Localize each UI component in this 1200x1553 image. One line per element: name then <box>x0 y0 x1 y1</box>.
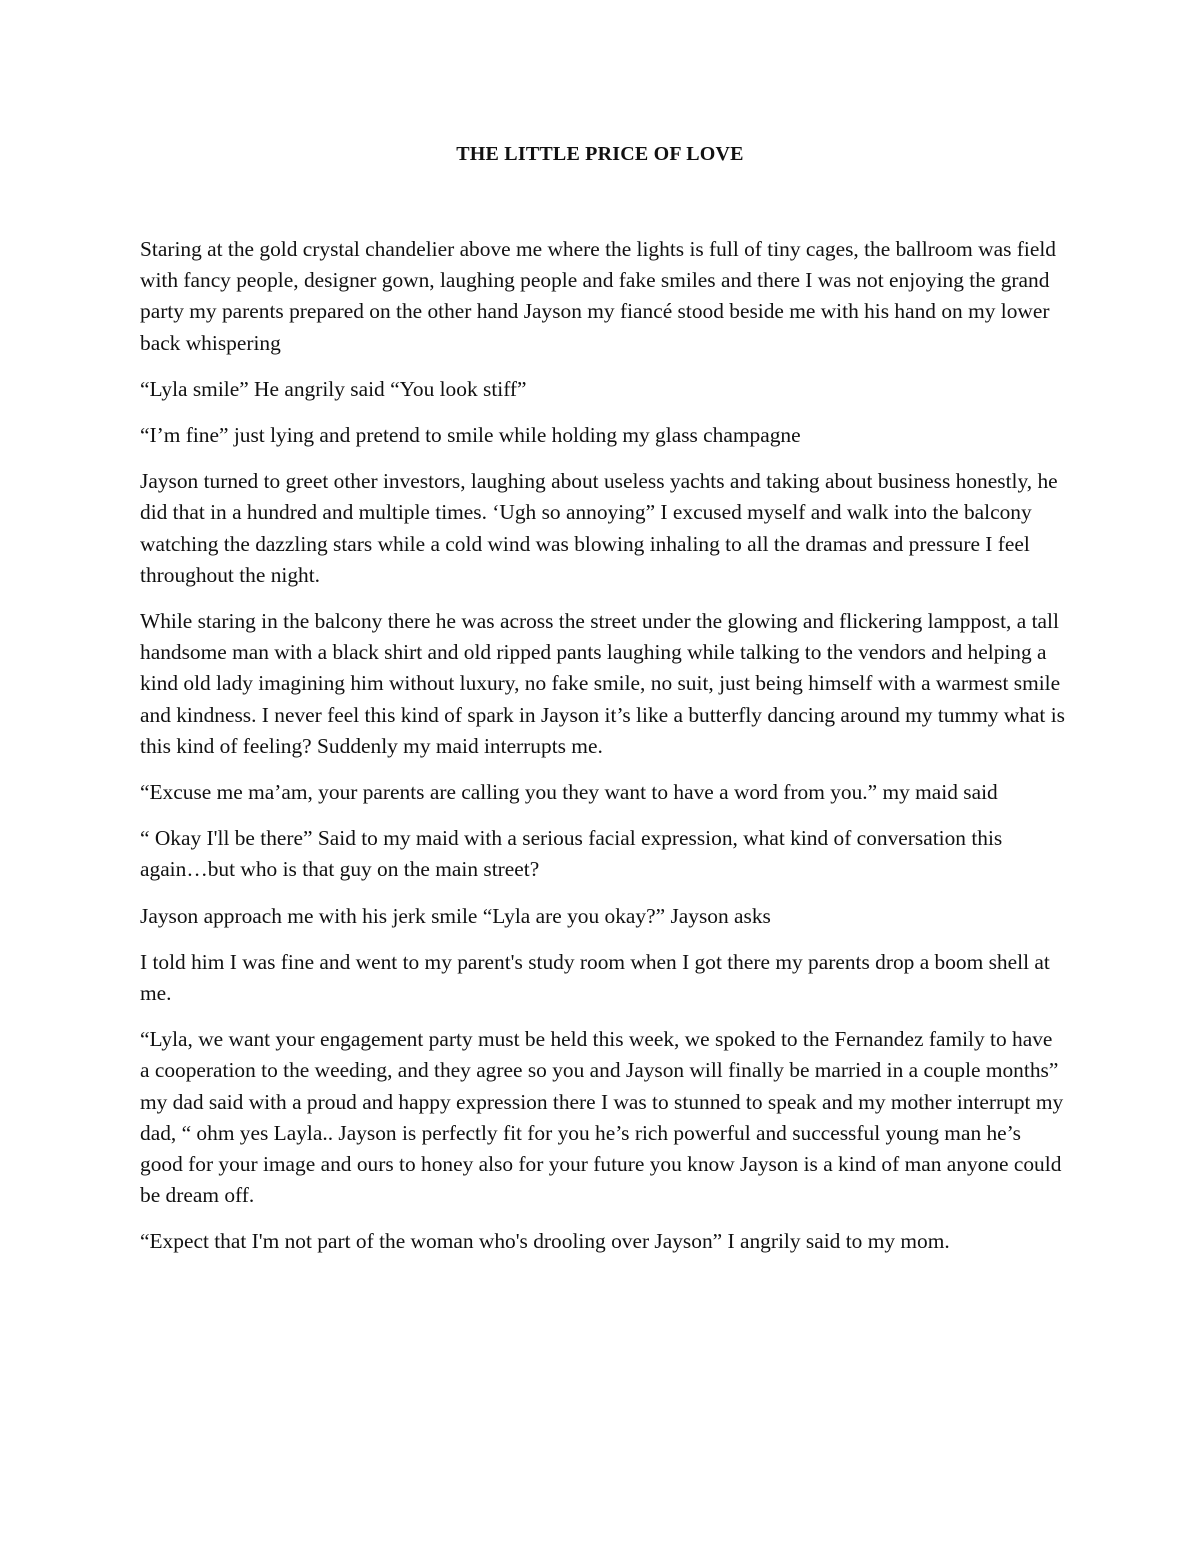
paragraph-7: “ Okay I'll be there” Said to my maid with a serious facial expression, what kind of conversation this again…but who is that guy on the main street? <box>140 826 1003 882</box>
document-title: THE LITTLE PRICE OF LOVE <box>456 143 744 165</box>
paragraph-2: “Lyla smile” He angrily said “You look stiff” <box>140 376 527 401</box>
paragraph-4: Jayson turned to greet other investors, laughing about useless yachts and taking about business honestly, he did that in a hundred and multiple times. ‘Ugh so annoying” I excused myself and walk into the balcony watching the dazzling stars while a cold wind was blowing inhaling to all the dramas and pressure I feel throughout the night. <box>140 469 1058 587</box>
paragraph-9: I told him I was fine and went to my parent's study room when I got there my parents drop a boom shell at me. <box>140 949 1050 1006</box>
document-body <box>140 234 1065 1273</box>
paragraph-1: Staring at the gold crystal chandelier above me where the lights is full of tiny cages, the ballroom was field with fancy people, designer gown, laughing people and fake smiles and there I was not enjoying the grand party my parents prepared on the other hand Jayson my fiancé stood beside me with his hand on my lower back whispering <box>140 237 1056 355</box>
paragraph-10: “Lyla, we want your engagement party must be held this week, we spoked to the Fernandez family to have a cooperation to the weeding, and they agree so you and Jayson will finally be married in a couple months” my dad said with a proud and happy expression there I was to stunned to speak and my mother interrupt my dad, “ ohm yes Layla.. Jayson is perfectly fit for you he’s rich powerful and successful young man he’s good for your image and ours to honey also for your future you know Jayson is a kind of man anyone could be dream off. <box>140 1027 1064 1208</box>
paragraph-11: “Expect that I'm not part of the woman who's drooling over Jayson” I angrily said to my mom. <box>140 1229 950 1254</box>
paragraph-5: While staring in the balcony there he was across the street under the glowing and flickering lamppost, a tall handsome man with a black shirt and old ripped pants laughing while talking to the vendors and helping a kind old lady imagining him without luxury, no fake smile, no suit, just being himself with a warmest smile and kindness. I never feel this kind of spark in Jayson it’s like a butterfly dancing around my tummy what is this kind of feeling? Suddenly my maid interrupts me. <box>140 609 1065 758</box>
paragraph-8: Jayson approach me with his jerk smile “Lyla are you okay?” Jayson asks <box>140 903 771 928</box>
paragraph-6: “Excuse me ma’am, your parents are calling you they want to have a word from you.” my maid said <box>140 780 998 805</box>
paragraph-3: “I’m fine” just lying and pretend to smile while holding my glass champagne <box>140 423 801 448</box>
